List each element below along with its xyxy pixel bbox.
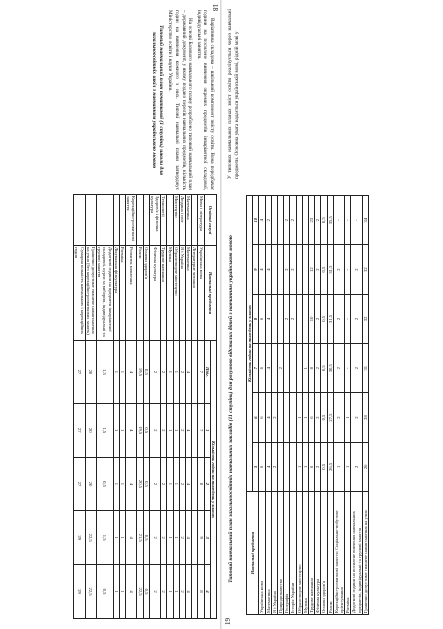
hours-cell: 1 — [345, 393, 351, 442]
hours-cell: 2 — [149, 565, 160, 619]
hours-cell: 1 — [173, 341, 179, 404]
header-subject: Навчальні предмети — [247, 492, 259, 615]
hours-cell: 1 — [119, 565, 125, 619]
hours-cell: 2 — [315, 294, 321, 343]
table-title: Типовий навчальний план початкової (1 ступінь) школи для загальноосвітніх шкіл з навчанням українською мовою — [151, 24, 164, 176]
hours-cell: 0,5 — [143, 565, 149, 619]
hours-cell: - — [345, 294, 351, 343]
hours-cell: 2 — [351, 294, 362, 343]
table-row — [192, 195, 198, 619]
curriculum-table-secondary — [246, 195, 369, 615]
grade-header: 1 — [204, 403, 210, 457]
hours-cell: 22,5 — [137, 565, 143, 619]
hours-cell: 2 — [333, 245, 344, 294]
hours-cell: 2 — [351, 344, 362, 393]
hours-cell: 20 — [85, 403, 96, 457]
grade-header: 3 — [204, 511, 210, 565]
table-row — [333, 196, 344, 615]
subject-cell: Музика — [302, 492, 308, 615]
hours-cell: 1 — [345, 442, 351, 491]
area-cell: Математика — [185, 195, 191, 246]
hours-cell — [192, 565, 198, 619]
hours-cell: 7 — [198, 341, 204, 404]
area-cell: Мови і література — [198, 195, 204, 246]
area-cell: Людина і світ — [179, 195, 185, 246]
hours-cell: 2 — [315, 196, 321, 245]
table-row — [149, 195, 160, 619]
hours-cell: 0,5 — [321, 196, 327, 245]
subject-cell: Разом — [327, 492, 333, 615]
table-row — [143, 195, 149, 619]
hours-cell: 31,5 — [327, 294, 333, 343]
subject-cell: Додаткові години на предмети інваріантної складової, курси за вибором, індивідуальні та групові заняття — [96, 246, 113, 341]
hours-cell: 4 — [125, 403, 136, 457]
subject-cell: Гранично допустиме тижневе навантаження на учня — [362, 492, 368, 615]
hours-cell: 27,5 — [327, 393, 333, 442]
hours-cell: 9 — [198, 511, 204, 565]
hours-cell: 2 — [161, 565, 167, 619]
hours-cell: 1 — [173, 565, 179, 619]
curriculum-table-primary — [73, 194, 217, 619]
hours-cell: 2 — [290, 196, 296, 245]
hours-cell: 26 — [362, 442, 368, 491]
hours-cell: 0,5 — [321, 393, 327, 442]
page-number: 18 — [211, 4, 219, 11]
subject-cell: Трудове навчання — [309, 492, 315, 615]
area-cell — [167, 195, 173, 246]
hours-cell: 34 — [362, 196, 368, 245]
hours-cell: - — [351, 196, 362, 245]
hours-cell: 1 — [167, 403, 173, 457]
subject-cell: Музика — [167, 246, 173, 341]
hours-cell: 0,5 — [96, 457, 113, 511]
hours-cell: 22,5 — [85, 565, 96, 619]
grade-header: 4 — [204, 565, 210, 619]
hours-cell — [192, 403, 198, 457]
hours-cell: 23 — [309, 196, 315, 245]
left-page-content — [0, 0, 221, 629]
subject-cell: Основи здоров'я — [321, 492, 327, 615]
header-subject: Навчальні предмети — [204, 246, 216, 341]
hours-cell: 1 — [167, 341, 173, 404]
table-row — [125, 195, 136, 619]
table-row — [85, 195, 96, 619]
hours-cell: 0,5 — [321, 245, 327, 294]
hours-cell: 2 — [179, 341, 185, 404]
hours-cell: 2 — [179, 403, 185, 457]
hours-cell: 1,5 — [96, 341, 113, 404]
subject-cell: Образотворче мистецтво — [296, 492, 302, 615]
hours-cell: 32 — [362, 245, 368, 294]
hours-cell: 1 — [302, 344, 308, 393]
hours-cell: 19,5 — [137, 341, 143, 404]
area-cell — [74, 195, 85, 246]
grade-header: 9 — [253, 245, 259, 294]
hours-cell: 1,5 — [96, 511, 113, 565]
grade-header: 2 — [204, 457, 210, 511]
hours-cell: 4 — [259, 245, 265, 294]
hours-cell — [192, 457, 198, 511]
area-cell — [192, 195, 198, 246]
grade-header: 5 — [253, 442, 259, 491]
hours-cell: 2 — [149, 341, 160, 404]
hours-cell: 1 — [119, 457, 125, 511]
hours-cell: 2 — [315, 442, 321, 491]
grade-header: 8 — [253, 294, 259, 343]
hours-cell: 2 — [333, 393, 344, 442]
hours-cell: 1 — [119, 341, 125, 404]
hours-cell: 4 — [265, 344, 271, 393]
grade-header: 6 — [253, 393, 259, 442]
hours-cell: 2 — [351, 245, 362, 294]
subject-cell: Гранично допустиме тижневе навантаження на учня (без корекційно-розвиткових занять) — [85, 246, 96, 341]
header-hours: Кількість годин на тиждень у класах — [247, 196, 253, 492]
subject-cell: Образотворче мистецтво — [173, 246, 179, 341]
grade-header: Підг. — [204, 341, 210, 404]
subject-cell: Математика — [265, 492, 271, 615]
hours-cell: 21,5 — [137, 511, 143, 565]
hours-cell: 1 — [296, 393, 302, 442]
hours-cell: 4 — [265, 294, 271, 343]
hours-cell: 20 — [85, 457, 96, 511]
hours-cell: 1 — [119, 403, 125, 457]
area-cell — [119, 195, 125, 246]
grade-header: 10 — [253, 196, 259, 245]
subject-cell: Історія України — [290, 492, 296, 615]
hours-cell: 4 — [125, 565, 136, 619]
hours-cell: 2 — [149, 457, 160, 511]
hours-cell: 1 — [119, 511, 125, 565]
hours-cell: 6 — [309, 442, 315, 491]
table-row — [362, 196, 368, 615]
hours-cell: 32 — [362, 294, 368, 343]
header-area: Освітні галузі — [204, 195, 216, 246]
subject-cell: Математика — [185, 246, 191, 341]
subject-cell: Українська мова — [259, 492, 265, 615]
table-title: Типовий навчальний план загальноосвітніх навчальних закладів (11 ступінь) для розумово відсталих дітей з навчанням українською мовою — [228, 235, 234, 583]
hours-cell: 4 — [185, 341, 191, 404]
area-cell — [96, 195, 113, 246]
hours-cell: 4 — [185, 457, 191, 511]
hours-cell: 1 — [113, 511, 119, 565]
table-row — [173, 195, 179, 619]
hours-cell: 1 — [302, 442, 308, 491]
hours-cell: 0,5 — [143, 341, 149, 404]
hours-cell: 0,5 — [143, 457, 149, 511]
hours-cell: 2 — [333, 294, 344, 343]
hours-cell: 6 — [259, 344, 265, 393]
hours-cell: 1 — [167, 511, 173, 565]
hours-cell: 27 — [74, 403, 85, 457]
hours-cell: 28 — [362, 393, 368, 442]
hours-cell: 4 — [259, 196, 265, 245]
subject-cell: Літературне читання — [192, 246, 198, 341]
hours-cell: 4 — [125, 341, 136, 404]
subject-cell: Ритміка — [345, 492, 351, 615]
hours-cell: 29 — [74, 511, 85, 565]
hours-cell: 29 — [74, 565, 85, 619]
hours-cell: 2 — [161, 341, 167, 404]
hours-cell: 30,5 — [327, 344, 333, 393]
hours-cell: 2 — [161, 511, 167, 565]
hours-cell: 0,5 — [143, 403, 149, 457]
hours-cell: 1 — [113, 403, 119, 457]
hours-cell: 2 — [149, 403, 160, 457]
table-row — [74, 195, 85, 619]
hours-cell: 2 — [351, 393, 362, 442]
hours-cell: 2 — [290, 245, 296, 294]
subject-cell: Основи здоров'я — [143, 246, 149, 341]
hours-cell: 1 — [333, 442, 344, 491]
hours-cell: 2 — [271, 442, 277, 491]
hours-cell: 27 — [74, 341, 85, 404]
subject-cell: Ритміка — [119, 246, 125, 341]
hours-cell: 31,5 — [327, 245, 333, 294]
hours-cell: 4 — [265, 442, 271, 491]
hours-cell: 6 — [259, 393, 265, 442]
hours-cell: 7 — [198, 403, 204, 457]
hours-cell: 2 — [290, 294, 296, 343]
hours-cell: 0,5 — [143, 511, 149, 565]
table-row — [185, 195, 191, 619]
hours-cell: 8 — [198, 457, 204, 511]
subject-cell: Природознавство — [278, 492, 284, 615]
table-row — [167, 195, 173, 619]
subject-cell: Разом — [137, 246, 143, 341]
hours-cell: 26,5 — [327, 442, 333, 491]
hours-cell: 1 — [167, 565, 173, 619]
subject-cell: Я і Україна — [271, 492, 277, 615]
hours-cell: 2 — [284, 294, 290, 343]
right-page — [222, 0, 443, 629]
hours-cell — [192, 511, 198, 565]
subject-cell: Сумарна кількість навчальних і корекційних годин — [74, 246, 85, 341]
hours-cell: 1 — [302, 393, 308, 442]
hours-cell: 6 — [259, 294, 265, 343]
hours-cell: 0,5 — [321, 294, 327, 343]
left-page — [0, 0, 221, 629]
intro-paragraph: На основі Базового навчального плану розроблено типовий навчальний план – державний документ, у якому подано перелік навчальних предметів, кількість годин на вивчення кожного з них. Типові навчальні плани затверджує Міністерство освіти і науки України. — [167, 10, 194, 190]
hours-cell: 2 — [351, 442, 362, 491]
hours-cell: 1 — [296, 442, 302, 491]
hours-cell: 2 — [284, 245, 290, 294]
hours-cell: 2 — [315, 393, 321, 442]
hours-cell: 4 — [265, 245, 271, 294]
area-cell: Корекційно-розвиткові заняття — [125, 195, 136, 246]
hours-cell: 1 — [173, 403, 179, 457]
hours-cell: 2 — [161, 457, 167, 511]
subject-cell: Фізична культура — [315, 492, 321, 615]
subject-cell: Розвиток мовлення — [125, 246, 136, 341]
table-row — [119, 195, 125, 619]
hours-cell: 1 — [113, 341, 119, 404]
hours-cell: 12 — [309, 245, 315, 294]
table-row — [179, 195, 185, 619]
hours-cell: 22,5 — [85, 511, 96, 565]
hours-cell: 2 — [149, 511, 160, 565]
right-page-content — [222, 0, 443, 629]
table-row — [351, 196, 362, 615]
hours-cell: 2 — [179, 457, 185, 511]
hours-cell: 1 — [173, 511, 179, 565]
hours-cell: 0,5 — [321, 442, 327, 491]
hours-cell: - — [345, 245, 351, 294]
hours-cell: 1,5 — [96, 403, 113, 457]
subject-cell: Лікувальна фізкультура — [113, 246, 119, 341]
hours-cell: 2 — [179, 511, 185, 565]
hours-cell: 2 — [284, 196, 290, 245]
table-row — [113, 195, 119, 619]
hours-cell: 4 — [185, 403, 191, 457]
hours-cell: 19,5 — [137, 403, 143, 457]
area-cell: Технології — [161, 195, 167, 246]
area-cell: Мистецтво — [173, 195, 179, 246]
hours-cell: 4 — [185, 511, 191, 565]
subject-cell: Корекційно-розвиткові заняття: Соціально-побутове орієнтування — [333, 492, 344, 615]
hours-cell: 2 — [315, 344, 321, 393]
area-cell: Здоров'я і фізична культура — [149, 195, 160, 246]
hours-cell: 20 — [85, 341, 96, 404]
table-row — [198, 195, 204, 619]
hours-cell: 4 — [265, 393, 271, 442]
hours-cell: 0,5 — [96, 565, 113, 619]
intro-paragraph: Варіативна складова – шкільний компонент змісту освіти. Вона передбачає години на посилене вивчення окремих предметів інваріантної складової, індивідуальні заняття. — [195, 10, 215, 190]
hours-cell: 2 — [265, 196, 271, 245]
hours-cell: 1 — [173, 457, 179, 511]
hours-cell: 2 — [271, 393, 277, 442]
hours-cell: 2 — [179, 565, 185, 619]
hours-cell: - — [333, 196, 344, 245]
hours-cell: 20,5 — [137, 457, 143, 511]
hours-cell: 8 — [309, 344, 315, 393]
hours-cell: 1 — [167, 457, 173, 511]
hours-cell: 2 — [161, 403, 167, 457]
grade-header: 7 — [253, 344, 259, 393]
hours-cell: 27 — [74, 457, 85, 511]
area-cell — [113, 195, 119, 246]
table-row — [161, 195, 167, 619]
hours-cell: 2 — [333, 344, 344, 393]
hours-cell: 8 — [198, 565, 204, 619]
hours-cell: 1 — [113, 565, 119, 619]
hours-cell: 35,5 — [327, 196, 333, 245]
footnote-text: У типових навчальних планах зміст освіти реалізується через навчальні предмети. Основна увага надається українській мові, рідній мові у — [227, 9, 240, 179]
hours-cell — [192, 341, 198, 404]
area-cell — [137, 195, 143, 246]
hours-cell: 2 — [278, 344, 284, 393]
hours-cell: - — [345, 344, 351, 393]
hours-cell: 4 — [185, 565, 191, 619]
hours-cell: 1 — [113, 457, 119, 511]
hours-cell: - — [345, 196, 351, 245]
table-row — [96, 195, 113, 619]
area-cell — [85, 195, 96, 246]
page-number: 19 — [224, 618, 232, 625]
hours-cell: 6 — [309, 393, 315, 442]
subject-cell: Трудове навчання — [161, 246, 167, 341]
subject-cell: Українська мова — [198, 246, 204, 341]
subject-cell: Додаткові години на посилене вивчення навчальних предметів, індивідуальні та групові заняття — [351, 492, 362, 615]
hours-cell: 2 — [315, 245, 321, 294]
hours-cell: 10 — [309, 294, 315, 343]
intro-text — [150, 10, 215, 190]
subject-cell: Географія — [284, 492, 290, 615]
hours-cell: 0,5 — [321, 344, 327, 393]
hours-cell: 6 — [259, 442, 265, 491]
subject-cell: Я і Україна — [179, 246, 185, 341]
hours-cell: 31 — [362, 344, 368, 393]
hours-cell: 4 — [125, 457, 136, 511]
area-cell — [143, 195, 149, 246]
table-row — [137, 195, 143, 619]
subject-cell: Фізична культура — [149, 246, 160, 341]
hours-cell: 4 — [125, 511, 136, 565]
header-hours: Кількість годин на тиждень у класах — [210, 341, 216, 619]
